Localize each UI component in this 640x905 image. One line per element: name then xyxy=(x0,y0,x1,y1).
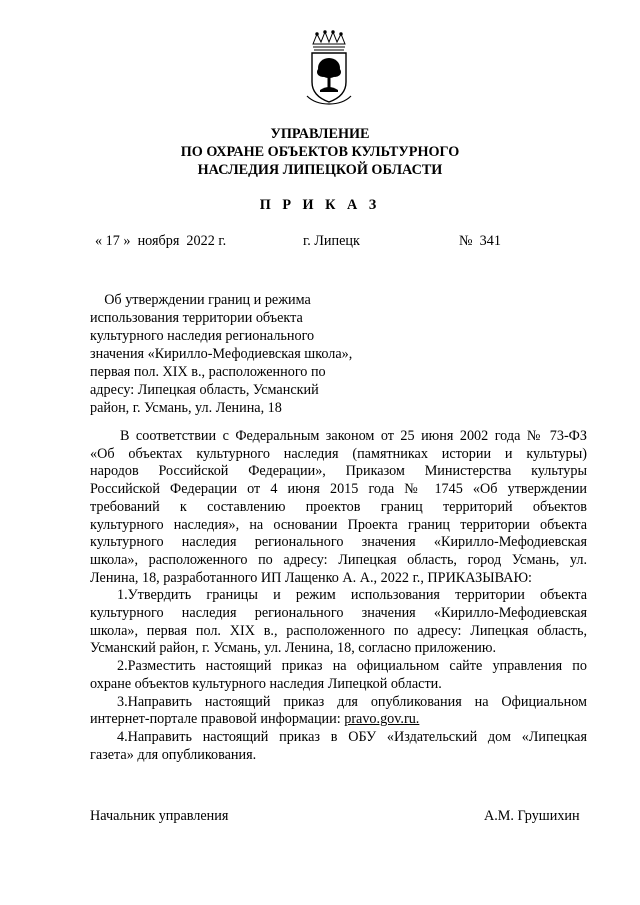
item-4-line: 4.Направить настоящий приказ в ОБУ «Издательский дом «Липецкая xyxy=(117,728,587,745)
signature-name: А.М. Грушихин xyxy=(484,808,580,824)
item-1-line: 1.Утвердить границы и режим использования территории объекта xyxy=(117,587,587,604)
body-line: Российской Федерации от 4 июня 2015 года № 1745 «Об утверждении xyxy=(90,481,587,498)
body-line: «Об объектах культурного наследия (памятниках истории и культуры) xyxy=(90,445,587,462)
subject-block xyxy=(90,291,390,417)
item-2-line: охране объектов культурного наследия Липецкой области. xyxy=(90,675,442,692)
pravo-gov-link[interactable]: pravo.gov.ru. xyxy=(344,711,420,728)
item-3-line: 3.Направить настоящий приказ для опубликования на Официальном xyxy=(117,693,587,710)
document-city: г. Липецк xyxy=(303,233,360,249)
header-line-3: НАСЛЕДИЯ ЛИПЕЦКОЙ ОБЛАСТИ xyxy=(197,162,443,178)
subject-line: адресу: Липецкая область, Усманский xyxy=(90,382,319,398)
coat-of-arms-emblem xyxy=(303,30,355,106)
item-1-line: Усманский район, г. Усмань, ул. Ленина, 18, согласно приложению. xyxy=(90,640,497,657)
item-1-line: школа», первая пол. XIX в., расположенного по адресу: Липецкая область, xyxy=(90,622,587,639)
body-line: культурного наследия», на основании Проекта границ территории объекта xyxy=(90,516,587,533)
subject-line: первая пол. XIX в., расположенного по xyxy=(90,364,326,380)
subject-line: значения «Кирилло-Мефодиевская школа», xyxy=(90,346,353,362)
subject-line: район, г. Усмань, ул. Ленина, 18 xyxy=(90,400,282,416)
item-4-line: газета» для опубликования. xyxy=(90,746,257,763)
subject-line: культурного наследия регионального xyxy=(90,328,315,344)
subject-line: Об утверждении границ и режима xyxy=(90,292,311,308)
item-1-line: культурного наследия регионального значения «Кирилло-Мефодиевская xyxy=(90,605,587,622)
body-line: народов Российской Федерации», Приказом Министерства культуры xyxy=(90,463,587,480)
document-number: № 341 xyxy=(459,233,501,249)
crown-icon xyxy=(313,31,345,50)
item-3-text: интернет-портале правовой информации: xyxy=(90,711,345,728)
document-title: П Р И К А З xyxy=(259,197,381,213)
body-line: Ленина, 18, разработанного ИП Лащенко А. А., 2022 г., ПРИКАЗЫВАЮ: xyxy=(90,569,532,586)
document-body xyxy=(90,428,587,764)
item-3-line xyxy=(90,711,587,729)
body-line: требований к составлению проектов границ территорий объектов xyxy=(90,498,587,515)
body-line: культурного наследия регионального значения «Кирилло-Мефодиевская xyxy=(90,534,587,551)
body-line: школа», расположенного по адресу: Липецкая область, город Усмань, ул. xyxy=(90,551,587,568)
document-date: « 17 » ноября 2022 г. xyxy=(95,233,227,249)
item-2-line: 2.Разместить настоящий приказ на официальном сайте управления по xyxy=(117,658,587,675)
subject-line: использования территории объекта xyxy=(90,310,303,326)
header-line-1: УПРАВЛЕНИЕ xyxy=(270,126,370,142)
signature-position: Начальник управления xyxy=(90,808,229,824)
header-line-2: ПО ОХРАНЕ ОБЪЕКТОВ КУЛЬТУРНОГО xyxy=(180,144,460,160)
body-line: В соответствии с Федеральным законом от 25 июня 2002 года № 73-ФЗ xyxy=(120,428,587,444)
